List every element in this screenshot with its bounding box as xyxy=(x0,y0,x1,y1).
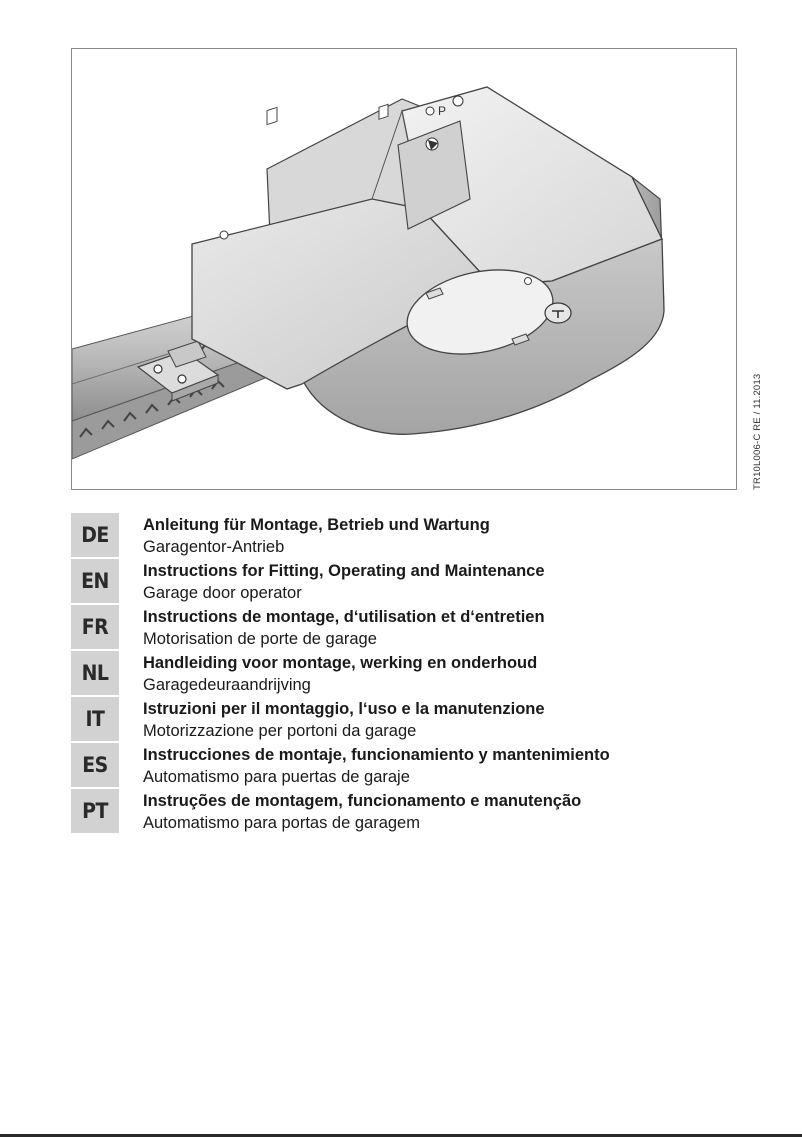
language-badge: EN xyxy=(71,559,119,603)
manual-title: Instrucciones de montaje, funcionamiento y mantenimiento xyxy=(143,746,610,764)
product-name: Garagedeuraandrijving xyxy=(143,676,311,694)
language-row-en xyxy=(71,559,751,605)
product-name: Motorisation de porte de garage xyxy=(143,630,377,648)
svg-text:P: P xyxy=(438,104,447,118)
manual-title: Instruções de montagem, funcionamento e manutenção xyxy=(143,792,582,810)
product-name: Garagentor-Antrieb xyxy=(143,538,285,556)
manual-title: Istruzioni per il montaggio, l‘uso e la manutenzione xyxy=(143,700,545,718)
manual-title: Handleiding voor montage, werking en onderhoud xyxy=(143,654,538,672)
product-illustration-frame xyxy=(71,48,737,490)
language-badge: DE xyxy=(71,513,119,557)
language-badge: NL xyxy=(71,651,119,695)
language-badge: FR xyxy=(71,605,119,649)
product-name: Automatismo para portas de garagem xyxy=(143,814,420,832)
language-badge: IT xyxy=(71,697,119,741)
language-row-nl xyxy=(71,651,751,697)
language-list xyxy=(71,513,751,835)
manual-title: Instructions for Fitting, Operating and Maintenance xyxy=(143,562,545,580)
language-row-it xyxy=(71,697,751,743)
language-row-es xyxy=(71,743,751,789)
manual-title: Instructions de montage, d‘utilisation et d‘entretien xyxy=(143,608,545,626)
product-name: Automatismo para puertas de garaje xyxy=(143,768,410,786)
language-row-fr xyxy=(71,605,751,651)
language-row-de xyxy=(71,513,751,559)
product-name: Motorizzazione per portoni da garage xyxy=(143,722,417,740)
garage-door-operator-illustration xyxy=(72,49,737,490)
manual-title: Anleitung für Montage, Betrieb und Wartung xyxy=(143,516,490,534)
language-badge: ES xyxy=(71,743,119,787)
product-name: Garage door operator xyxy=(143,584,302,602)
motor-housing xyxy=(192,87,664,434)
language-row-pt xyxy=(71,789,751,835)
language-badge: PT xyxy=(71,789,119,833)
document-code: TR10L006-C RE / 11.2013 xyxy=(752,373,763,490)
